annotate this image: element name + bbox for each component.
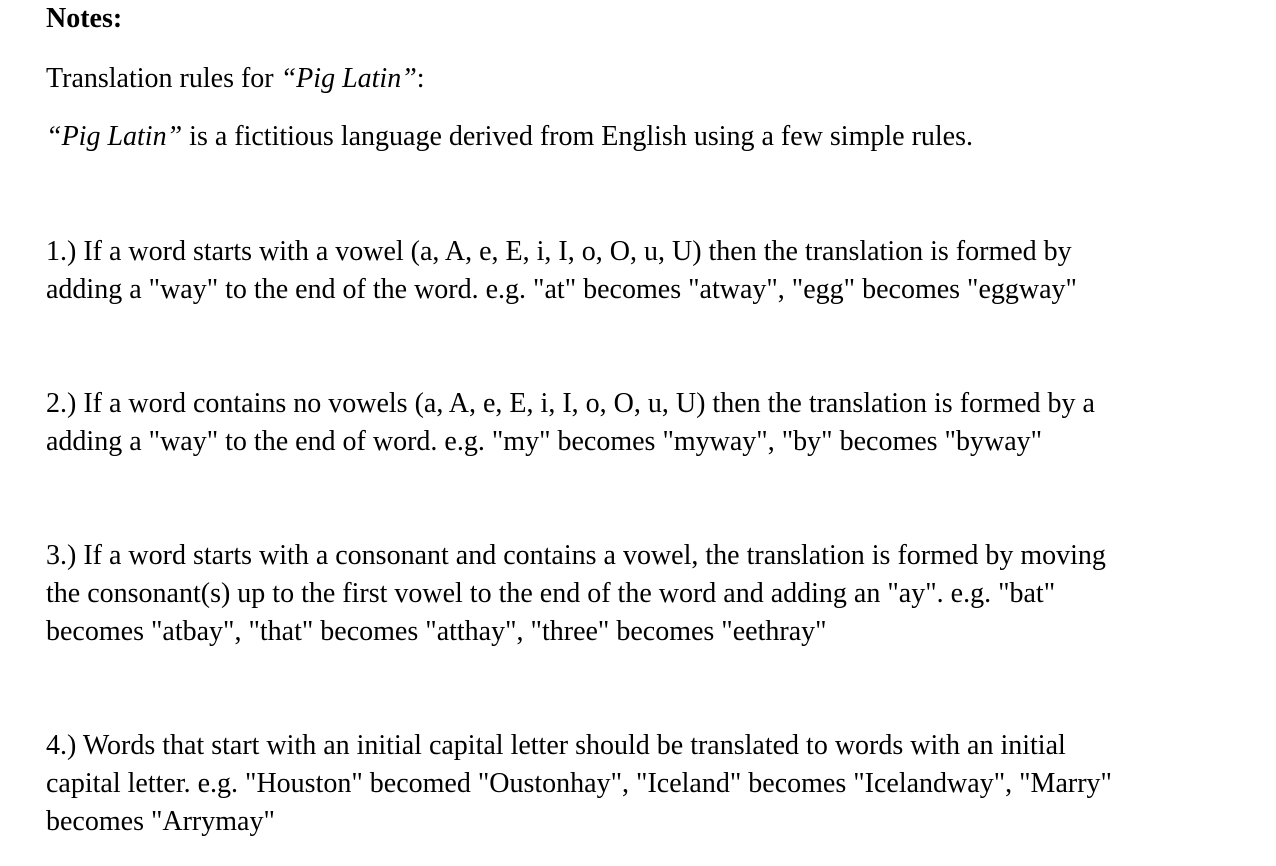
rule-3-line-3: becomes "atbay", "that" becomes "atthay", "three" becomes "eethray" [46,616,827,647]
intro-description [46,118,1246,156]
notes-heading: Notes: [46,3,123,34]
rule-3-line-1: 3.) If a word starts with a consonant and contains a vowel, the translation is formed by moving [46,540,1106,571]
rule-3-line-2: the consonant(s) up to the first vowel to the end of the word and adding an "ay". e.g. "bat" [46,578,1056,609]
intro-desc-text: is a fictitious language derived from English using a few simple rules. [182,121,973,152]
intro-title [46,60,1246,98]
rule-2-line-1: 2.) If a word contains no vowels (a, A, e, E, i, I, o, O, u, U) then the translation is formed by a [46,388,1095,419]
intro-title-suffix: : [416,63,425,94]
rule-4-line-3: becomes "Arrymay" [46,806,275,837]
rule-4-line-2: capital letter. e.g. "Houston" becomed "Oustonhay", "Iceland" becomes "Icelandway", "Marry" [46,768,1112,799]
rule-2 [46,385,1246,461]
intro-title-prefix: Translation rules for [46,63,281,94]
rule-1 [46,233,1246,309]
rule-3 [46,537,1246,651]
rule-4-line-1: 4.) Words that start with an initial capital letter should be translated to words with an initial [46,730,1066,761]
rule-2-line-2: adding a "way" to the end of word. e.g. "my" becomes "myway", "by" becomes "byway" [46,426,1043,457]
rule-4 [46,727,1246,841]
intro-desc-term: “Pig Latin” [46,121,183,152]
rule-1-line-2: adding a "way" to the end of the word. e.g. "at" becomes "atway", "egg" becomes "eggway" [46,274,1077,305]
intro-title-term: “Pig Latin” [280,63,417,94]
rule-1-line-1: 1.) If a word starts with a vowel (a, A, e, E, i, I, o, O, u, U) then the translation is formed by [46,236,1072,267]
